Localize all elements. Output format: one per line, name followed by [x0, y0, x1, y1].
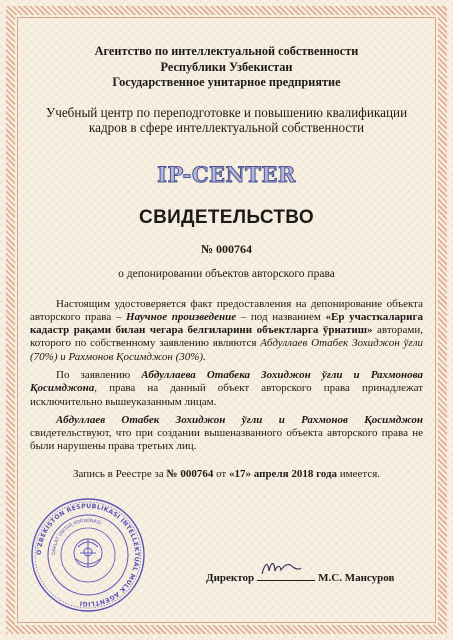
paragraph-deposit — [30, 298, 423, 364]
agency-header — [30, 44, 423, 91]
p3-author-names: Абдуллаев Отабек Зохиджон ўғли и Рахмонов Қосимджон — [56, 413, 423, 426]
p1-text-b: – под названием — [236, 310, 326, 323]
p1-text-c: авторами, которого по собственному заявлению являются — [30, 324, 423, 350]
certificate-content — [30, 44, 423, 480]
signature-block — [206, 570, 394, 584]
authors-shares: Абдуллаев Отабек Зохиджон ўғли (70%) и Рахмонов Қосимджон (30%). — [30, 337, 423, 363]
official-seal — [30, 497, 146, 613]
signature-line — [257, 570, 315, 581]
seal-outer-text: O'ZBEKISTON RESPUBLIKASI INTELLEKTUAL MULK AGENTLIGI — [35, 502, 141, 608]
handwritten-signature — [259, 558, 303, 578]
work-title: «Ер участкаларига кадастр рақами билан чегара белгиларини объектларга ўрнатиш» — [30, 310, 423, 337]
paragraph-rights — [30, 369, 423, 409]
registry-entry — [30, 468, 423, 480]
registry-suffix: имеется. — [337, 467, 381, 480]
paragraph-declaration — [30, 414, 423, 454]
logo-text: IP-CENTER — [157, 161, 296, 187]
center-line-1: Учебный центр по переподготовке и повышению квалификации — [45, 104, 408, 120]
seal-emblem — [74, 539, 102, 567]
ip-center-logo — [30, 163, 423, 187]
certificate-number: № 000764 — [200, 241, 253, 256]
seal-inner-text: DAVLAT UNITAR KORXONASI — [51, 518, 102, 556]
p2-text-b: , права на данный объект авторского права принадлежат исключительно вышеуказанным лицам. — [30, 382, 423, 408]
registry-number: № 000764 — [166, 467, 214, 480]
certificate-title: СВИДЕТЕЛЬСТВО — [139, 206, 314, 228]
training-center-name — [30, 105, 423, 136]
registry-prefix: Запись в Реестре за — [72, 467, 167, 480]
p2-text-a: По заявлению — [56, 368, 142, 381]
p2-author-names: Абдуллаева Отабека Зохиджон ўғли и Рахмонова Қосимджона — [30, 368, 423, 395]
p1-text-a: Настоящим удостоверяется факт предоставления на депонирование объекта авторского права – — [30, 297, 423, 323]
signature-name: М.С. Мансуров — [318, 572, 395, 584]
agency-line-3: Государственное унитарное предприятие — [112, 75, 341, 89]
p3-text-b: свидетельствуют, что при создании вышеназванного объекта авторского права не были нарушены права третьих лиц. — [30, 427, 423, 453]
certificate-subject: о депонировании объектов авторского права — [118, 267, 335, 280]
agency-line-1: Агентство по интеллектуальной собственности — [94, 44, 359, 58]
registry-mid: от — [213, 467, 229, 480]
signature-role: Директор — [206, 572, 255, 584]
center-line-2: кадров в сфере интеллектуальной собственности — [88, 120, 365, 135]
agency-line-2: Республики Узбекистан — [160, 59, 293, 74]
work-type: Научное произведение — [126, 310, 237, 323]
registry-date: «17» апреля 2018 года — [229, 467, 338, 480]
